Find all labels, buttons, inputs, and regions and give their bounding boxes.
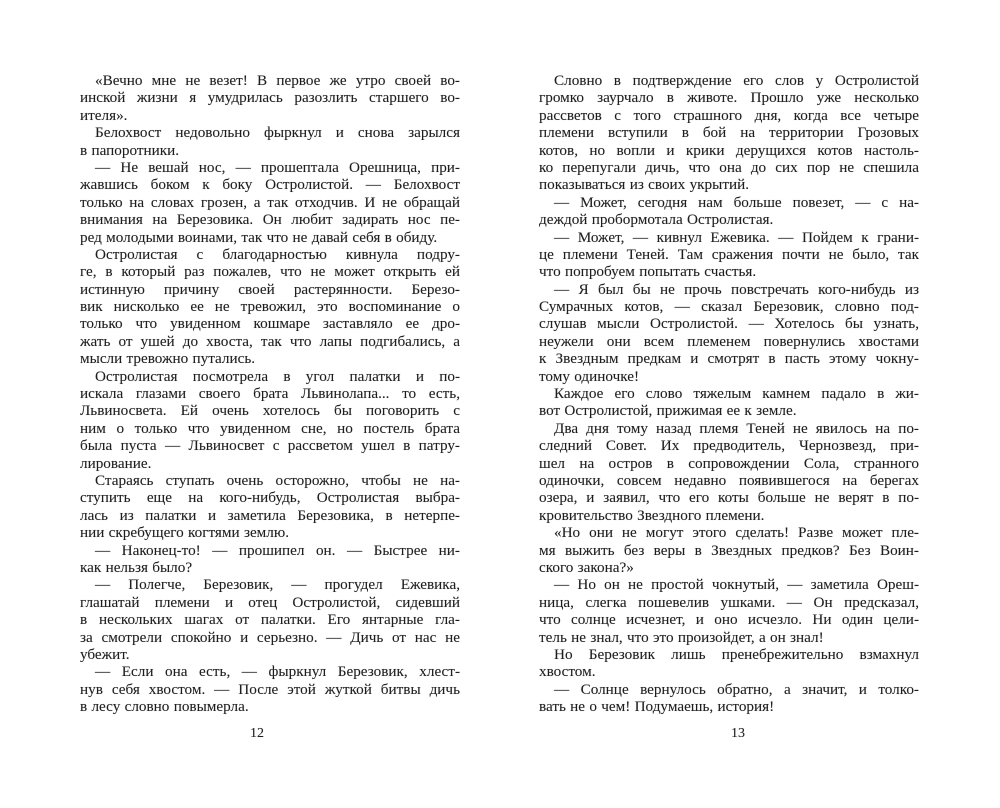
text-line: была пуста — Львиносвет с рассветом ушел в патру- [80,437,460,455]
text-line: лирование. [80,454,152,472]
text-line: ним о только что увиденном сне, но постель брата [80,419,460,437]
text-line: це племени Теней. Там сражения почти не было, так [539,245,919,263]
paragraph [539,72,919,194]
text-line: истинную причину своей растерянности. Березо- [80,280,460,298]
text-line: — Но он не простой чокнутый, — заметила Ореш- [554,576,919,594]
text-line: мысли тревожно путались. [80,350,256,368]
text-line: ред молодыми воинами, так что не давай себя в обиду. [80,228,438,246]
text-line: тель не знал, что это произойдет, а он знал! [539,628,824,646]
page-number-left: 12 [250,726,264,741]
text-line: хвостом. [539,663,596,681]
text-line: — Наконец-то! — прошипел он. — Быстрее ни- [95,541,460,559]
text-line: глашатай племени и отец Остролистой, сидевший [80,593,460,611]
text-line: показываться из своих укрытий. [539,176,750,194]
text-line: племени вступили в бой на территории Грозовых [539,124,919,142]
paragraph [80,72,460,124]
text-line: — Может, — кивнул Ежевика. — Пойдем к грани- [554,228,919,246]
text-line: жать от ушей до хвоста, так что лапы подгибались, а [80,332,460,350]
text-line: Стараясь ступать очень осторожно, чтобы не на- [95,471,460,489]
text-line: к Звездным предкам и смотрят в пасть этому чокну- [539,350,919,368]
page-right-text [539,72,919,715]
text-line: ко перепугали дичь, что она до сих пор не спешила [539,158,919,176]
text-line: неужели они всем племенем повернулись хвостами [539,332,919,350]
paragraph [80,246,460,368]
text-line: в нескольких шагах от палатки. Его янтарные гла- [80,611,460,629]
text-line: в папоротники. [80,141,180,159]
text-line: искала глазами своего брата Львинолапа... то есть, [80,385,460,403]
text-line: Сумрачных котов, — сказал Березовик, словно под- [539,298,919,316]
paragraph [539,524,919,576]
text-line: — Не вешай нос, — прошептала Орешница, при- [95,158,460,176]
page-left-text [80,72,460,715]
paragraph [80,159,460,246]
text-line: кровительство Звездного племени. [539,506,765,524]
text-line: что попробуем попытать счастья. [539,263,757,281]
text-line: одиночки, совсем недавно появившегося на берегах [539,471,919,489]
paragraph [539,385,919,420]
paragraph [80,472,460,542]
text-line: вот Остролистой, прижимая ее к земле. [539,402,797,420]
text-line: «Вечно мне не везет! В первое же утро своей во- [95,72,460,89]
paragraph [80,124,460,159]
text-line: — Если она есть, — фыркнул Березовик, хлест- [95,663,460,681]
text-line: вать не о чем! Подумаешь, история! [539,698,775,716]
page-number-right: 13 [731,726,745,741]
paragraph [539,194,919,229]
text-line: — Полегче, Березовик, — прогудел Ежевика, [95,576,460,594]
paragraph [539,420,919,524]
text-line: ница, слегка пошевелив ушками. — Он предсказал, [539,593,919,611]
text-line: — Я был бы не прочь повстречать кого-нибудь из [554,280,919,298]
text-line: убежит. [80,645,130,663]
paragraph [539,281,919,385]
text-line: деждой пробормотала Остролистая. [539,211,774,229]
text-line: жавшись боком к боку Остролистой. — Белохвост [80,176,460,194]
text-line: слушав мысли Остролистой. — Хотелось бы узнать, [539,315,919,333]
text-line: озера, и заявил, что его коты больше не верят в по- [539,489,919,507]
text-line: внимания на Березовика. Он любит задирать нос пе- [80,211,460,229]
text-line: Но Березовик лишь пренебрежительно взмахнул [554,645,919,663]
text-line: тому одиночке! [539,367,640,385]
text-line: следний Совет. Их предводитель, Чернозвезд, при- [539,437,919,455]
paragraph [539,681,919,716]
text-line: Львиносвета. Ей очень хотелось бы поговорить с [80,402,460,420]
text-line: Два дня тому назад племя Теней не явилось на по- [554,419,919,437]
paragraph [80,368,460,472]
text-line: ского закона?» [539,558,634,576]
paragraph [80,542,460,577]
text-line: Остролистая посмотрела в угол палатки и по- [95,367,460,385]
text-line: что солнце исчезнет, и оно исчезло. Ни один цели- [539,611,919,629]
text-line: — Солнце вернулось обратно, а значит, и толко- [554,680,919,698]
text-line: лась из палатки и заметила Березовика, в нетерпе- [80,506,460,524]
paragraph [80,663,460,715]
text-line: как нельзя было? [80,558,193,576]
text-line: нии скребущего когтями землю. [80,524,290,542]
paragraph [539,576,919,646]
paragraph [539,646,919,681]
text-line: рассветов с того страшного дня, когда все четыре [539,106,919,124]
text-line: за смотрели спокойно и серьезно. — Дичь от нас не [80,628,460,646]
text-line: нув себя хвостом. — После этой жуткой битвы дичь [80,680,460,698]
text-line: ступить еще на кого-нибудь, Остролистая выбра- [80,489,460,507]
text-line: шел на остров в сопровождении Сола, странного [539,454,919,472]
text-line: вик нисколько ее не тревожил, это воспоминание о [80,298,460,316]
paragraph [539,229,919,281]
text-line: котов, но вопли и крики дерущихся котов настоль- [539,141,919,159]
text-line: ге, в который раз пожалев, что не может открыть ей [80,263,460,281]
text-line: «Но они не могут этого сделать! Разве может пле- [554,524,919,542]
text-line: только на словах грозен, а так отходчив. И не обращай [80,193,460,211]
text-line: инской жизни я умудрилась разозлить старшего во- [80,89,460,107]
text-line: Белохвост недовольно фыркнул и снова зарылся [95,124,460,142]
text-line: мя выжить без веры в Звездных предков? Без Воин- [539,541,919,559]
text-line: Каждое его слово тяжелым камнем падало в жи- [554,385,919,403]
text-line: в лесу словно повымерла. [80,698,249,716]
text-line: громко заурчало в животе. Прошло уже несколько [539,89,919,107]
paragraph [80,576,460,663]
text-line: Словно в подтверждение его слов у Остролистой [554,72,919,89]
text-line: только что увиденном кошмаре заставляло ее дро- [80,315,460,333]
text-line: — Может, сегодня нам больше повезет, — с на- [554,193,919,211]
text-line: ителя». [80,106,128,124]
text-line: Остролистая с благодарностью кивнула подру- [95,245,460,263]
